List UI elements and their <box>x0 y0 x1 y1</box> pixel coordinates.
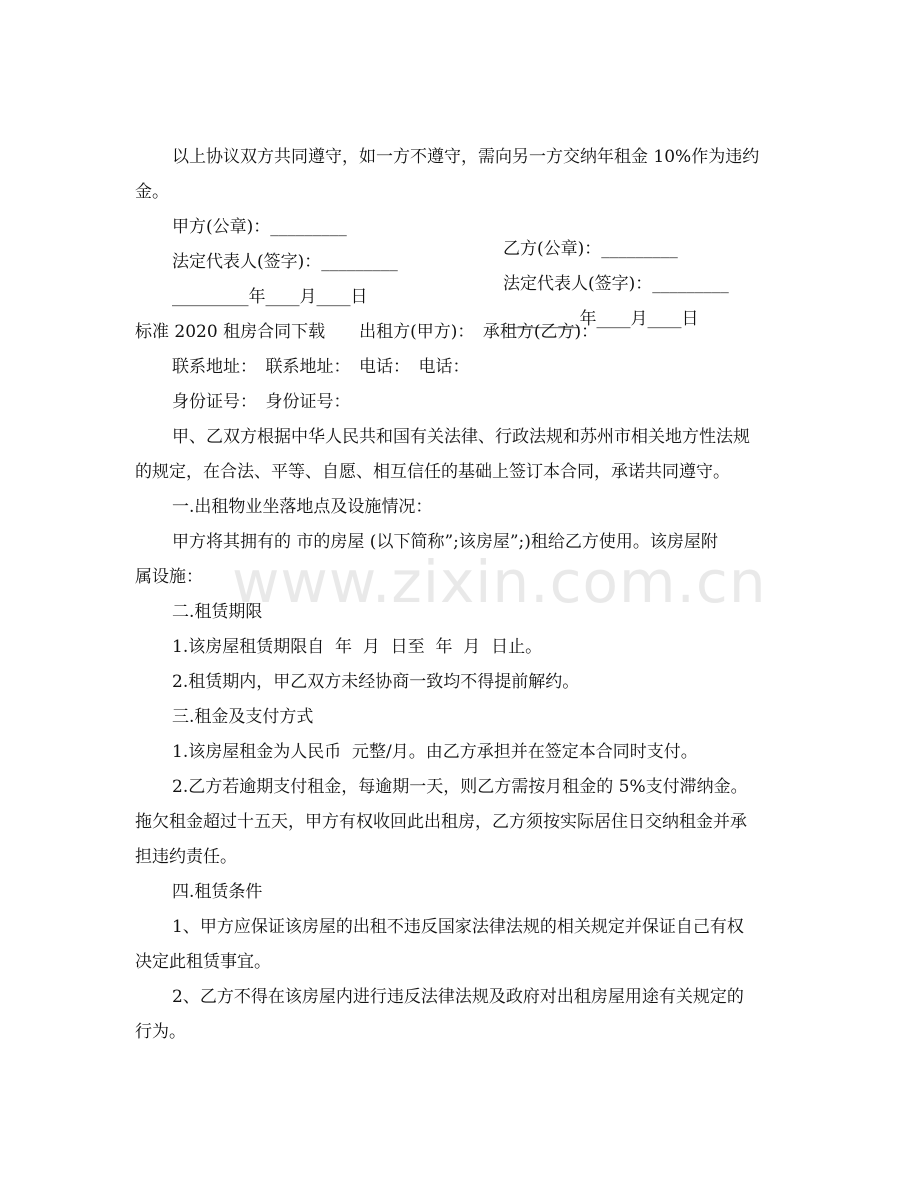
contract-header: 标准 2020 租房合同下载 出租方(甲方)： 承租方(乙方)： <box>135 322 599 342</box>
contact-line: 联系地址： 联系地址： 电话： 电话： <box>172 357 470 377</box>
section-4-item-2-line-1: 2、乙方不得在该房屋内进行违反法律法规及政府对出租房屋用途有关规定的 <box>172 987 744 1007</box>
party-b-representative: 法定代表人(签字)：_________ <box>503 274 729 294</box>
section-3-title: 三.租金及支付方式 <box>172 707 314 727</box>
clause-end-line-1: 以上协议双方共同遵守，如一方不遵守，需向另一方交纳年租金 10%作为违约 <box>172 147 760 167</box>
party-a-seal: 甲方(公章)：_________ <box>172 217 347 237</box>
party-a-date: _________年____月____日 <box>172 287 368 307</box>
section-2-title: 二.租赁期限 <box>172 602 263 622</box>
party-a-representative: 法定代表人(签字)：_________ <box>172 252 398 272</box>
section-1-line-2: 属设施： <box>135 567 203 587</box>
section-2-item-1: 1.该房屋租赁期限自 年 月 日至 年 月 日止。 <box>172 637 543 657</box>
party-b-date: _________年____月____日 <box>503 309 699 329</box>
section-4-item-2-line-2: 行为。 <box>135 1022 186 1042</box>
section-3-item-2-line-2: 拖欠租金超过十五天，甲方有权收回此出租房，乙方须按实际居住日交纳租金并承 <box>135 812 747 832</box>
section-3-item-2-line-3: 担违约责任。 <box>135 847 237 867</box>
section-1-title: 一.出租物业坐落地点及设施情况： <box>172 497 433 517</box>
section-3-item-1: 1.该房屋租金为人民币 元整/月。由乙方承担并在签定本合同时支付。 <box>172 742 698 762</box>
section-4-item-1-line-1: 1、甲方应保证该房屋的出租不违反国家法律法规的相关规定并保证自己有权 <box>172 917 744 937</box>
preamble-line-1: 甲、乙双方根据中华人民共和国有关法律、行政法规和苏州市相关地方性法规 <box>172 427 750 447</box>
party-b-seal: 乙方(公章)：_________ <box>503 239 678 259</box>
section-4-item-1-line-2: 决定此租赁事宜。 <box>135 952 271 972</box>
section-1-line-1: 甲方将其拥有的 市的房屋 (以下简称”;该房屋”;)租给乙方使用。该房屋附 <box>172 532 718 552</box>
id-line: 身份证号： 身份证号： <box>172 392 351 412</box>
section-3-item-2-line-1: 2.乙方若逾期支付租金，每逾期一天，则乙方需按月租金的 5%支付滞纳金。 <box>172 777 748 797</box>
clause-end-line-2: 金。 <box>135 182 169 202</box>
section-4-title: 四.租赁条件 <box>172 882 263 902</box>
section-2-item-2: 2.租赁期内，甲乙双方未经协商一致均不得提前解约。 <box>172 672 580 692</box>
watermark-text: www.zixin.com.cn <box>232 548 767 616</box>
preamble-line-2: 的规定，在合法、平等、自愿、相互信任的基础上签订本合同，承诺共同遵守。 <box>135 462 730 482</box>
